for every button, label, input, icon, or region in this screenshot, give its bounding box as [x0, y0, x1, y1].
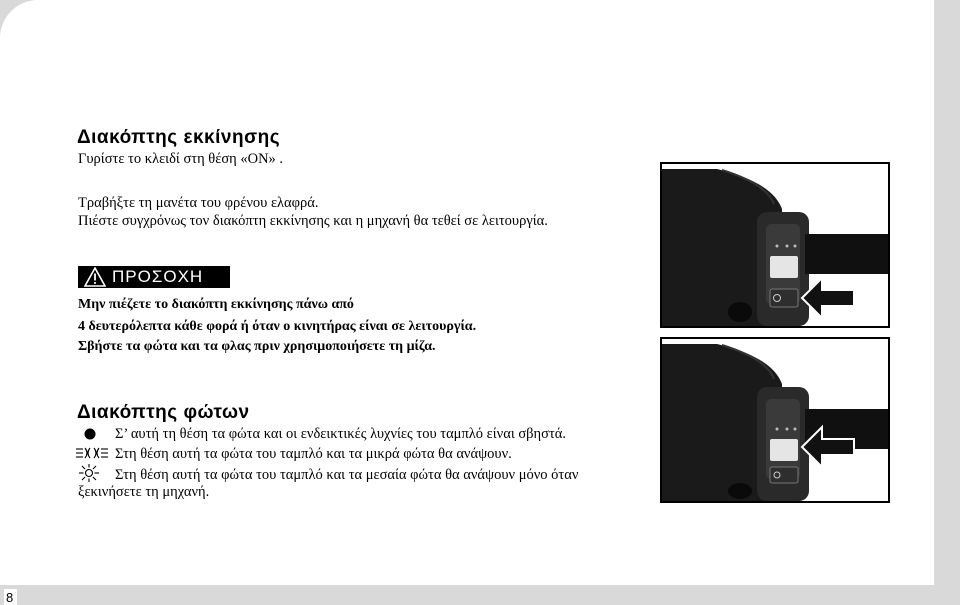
warning-line-3: Σβήστε τα φώτα και τα φλας πριν χρησιμοποιήσετε τη μίζα. [78, 339, 436, 354]
parking-light-icon [75, 446, 109, 460]
page-margin-right [934, 0, 960, 605]
light-switch-knob [770, 256, 798, 278]
start-switch-photo [660, 162, 890, 328]
lights-item-3: Στη θέση αυτή τα φώτα του ταμπλό και τα μεσαία φώτα θα ανάψουν μόνο όταν [115, 467, 579, 483]
light-off-dot-icon [80, 426, 100, 442]
start-switch-title: Διακόπτης εκκίνησης [77, 127, 281, 148]
warning-line-2: 4 δευτερόλεπτα κάθε φορά ή όταν ο κινητήρας είναι σε λειτουργία. [78, 319, 477, 334]
handlebar-start-illustration [662, 164, 888, 326]
start-line-3: Πιέστε συγχρόνως τον διακόπτη εκκίνησης και η μηχανή θα τεθεί σε λειτουργία. [78, 213, 548, 229]
warning-label: ΠΡΟΣΟΧΗ [112, 267, 204, 286]
page-number: 8 [4, 589, 17, 605]
start-line-1: Γυρίστε το κλειδί στη θέση «ON» . [78, 151, 284, 167]
lights-switch-title: Διακόπτης φώτων [77, 402, 250, 423]
lights-item-3-continuation: ξεκινήσετε τη μηχανή. [78, 484, 210, 500]
warning-badge [78, 266, 230, 288]
warning-triangle-icon [84, 267, 106, 287]
headlight-sun-icon [76, 463, 102, 483]
lights-item-1: Σ’ αυτή τη θέση τα φώτα και οι ενδεικτικές λυχνίες του ταμπλό είναι σβηστά. [115, 426, 566, 442]
light-switch-knob [770, 439, 798, 461]
warning-line-1: Μην πιέζετε το διακόπτη εκκίνησης πάνω από [78, 297, 354, 312]
page-margin-bottom [0, 585, 960, 605]
start-button [770, 289, 798, 307]
start-line-2: Τραβήξτε τη μανέτα του φρένου ελαφρά. [78, 195, 319, 211]
handlebar-lights-illustration [662, 339, 888, 501]
lights-switch-photo [660, 337, 890, 503]
lights-item-2: Στη θέση αυτή τα φώτα του ταμπλό και τα μικρά φώτα θα ανάψουν. [115, 446, 512, 462]
